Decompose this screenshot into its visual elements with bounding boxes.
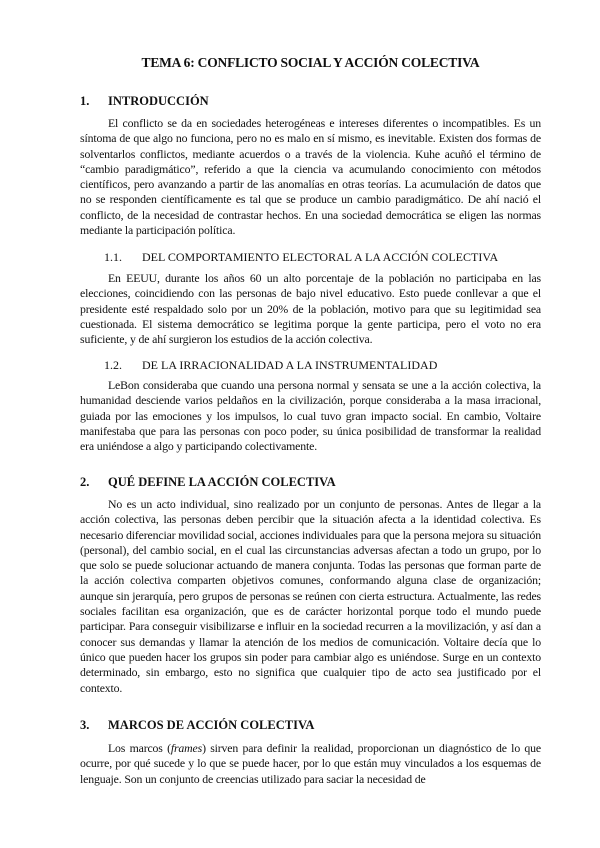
paragraph-text-start: Los marcos ( <box>108 741 171 755</box>
subsection-title: DEL COMPORTAMIENTO ELECTORAL A LA ACCIÓN COLECTIVA <box>142 250 499 264</box>
document-title: TEMA 6: CONFLICTO SOCIAL Y ACCIÓN COLECTIVA <box>141 55 480 70</box>
section-number: 2. <box>80 475 90 489</box>
subsection-heading-irracionalidad <box>104 358 437 373</box>
paragraph-italic-term: frames <box>170 741 203 755</box>
section-heading-introduccion <box>80 94 209 109</box>
section-number: 3. <box>80 718 90 732</box>
paragraph-marcos <box>80 741 541 787</box>
paragraph-que-define: No es un acto individual, sino realizado por un conjunto de personas. Antes de llegar a la acción colectiva, las personas deben percibir que la situación afecta a la identidad colectiva. Es necesario diferenciar movilidad social, acciones individuales para que la persona mejora su situación (personal), del cambio social, en el cual las circunstancias adversas afectan a todo un grupo, por lo que solo se puede solucionar actuando de manera conjunta. Todas las personas que forman parte de la acción colectiva comparten objetivos comunes, conformando alguna clase de organización; aunque sin jerarquía, pero grupos de personas se reúnen con cierta estructura. Actualmente, las redes sociales facilitan esa organización, que es de carácter horizontal porque todo el mundo puede participar. Para conseguir visibilizarse e influir en la sociedad recurren a la movilización, y así dan a conocer sus demandas y llamar la atención de los medios de comunicación. Voltaire decía que lo único que pueden hacer los grupos sin poder para cambiar algo es uniéndose. Surge en un contexto determinado, sin embargo, esto no significa que cualquier tipo de acto sea justificado por el contexto. <box>80 497 541 695</box>
paragraph-introduccion: El conflicto se da en sociedades heterogéneas e intereses diferentes o incompatibles. Es un síntoma de que algo no funciona, pero no es malo en sí mismo, es inevitable. Existen dos formas de solventarlos conflictos, mediante acuerdos o a través de la violencia. Kuhe acuñó el término de “cambio paradigmático”, referido a que la ciencia va acumulando conocimiento con métodos científicos, pero avanzando a partir de las anomalías en otras teorías. La acumulación de datos que no se responden científicamente es tal que se produce un cambio paradigmático. De ahí nació el conflicto, de la necesidad de contrastar hechos. En una sociedad democrática se eligen las normas mediante la participación política. <box>80 116 541 238</box>
section-title: QUÉ DEFINE LA ACCIÓN COLECTIVA <box>108 475 336 489</box>
subsection-number: 1.2. <box>104 358 122 372</box>
section-title: MARCOS DE ACCIÓN COLECTIVA <box>108 718 315 732</box>
subsection-heading-comportamiento-electoral <box>104 250 498 265</box>
subsection-title: DE LA IRRACIONALIDAD A LA INSTRUMENTALIDAD <box>142 358 438 372</box>
paragraph-comportamiento-electoral: En EEUU, durante los años 60 un alto porcentaje de la población no participaba en las elecciones, coincidiendo con las personas de bajo nivel educativo. Esto puede conllevar a que el presidente esté respaldado solo por un 20% de la población, motivo para que su legitimidad sea cuestionada. El sistema democrático se legitima porque la gente participa, pero el voto no era suficiente, y de ahí surgieron los estudios de la acción colectiva. <box>80 271 541 347</box>
section-heading-que-define <box>80 475 336 490</box>
paragraph-text-end: ) sirven para definir la realidad, proporcionan un diagnóstico de lo que ocurre, por qué sucede y lo que se puede hacer, por lo que están muy vinculados a los esquemas de lenguaje. Son un conjunto de creencias utilizado para saciar la necesidad de <box>80 741 541 786</box>
paragraph-irracionalidad: LeBon consideraba que cuando una persona normal y sensata se une a la acción colectiva, la humanidad desciende varios peldaños en la civilización, porque consideraba a la masa irracional, guiada por las emociones y los impulsos, lo cual tuvo gran impacto social. En cambio, Voltaire manifestaba que para las personas con poco poder, su única posibilidad de transformar la realidad era uniéndose a algo y participando colectivamente. <box>80 378 541 454</box>
subsection-number: 1.1. <box>104 250 122 264</box>
section-heading-marcos <box>80 718 314 733</box>
section-title: INTRODUCCIÓN <box>108 94 209 108</box>
section-number: 1. <box>80 94 90 108</box>
